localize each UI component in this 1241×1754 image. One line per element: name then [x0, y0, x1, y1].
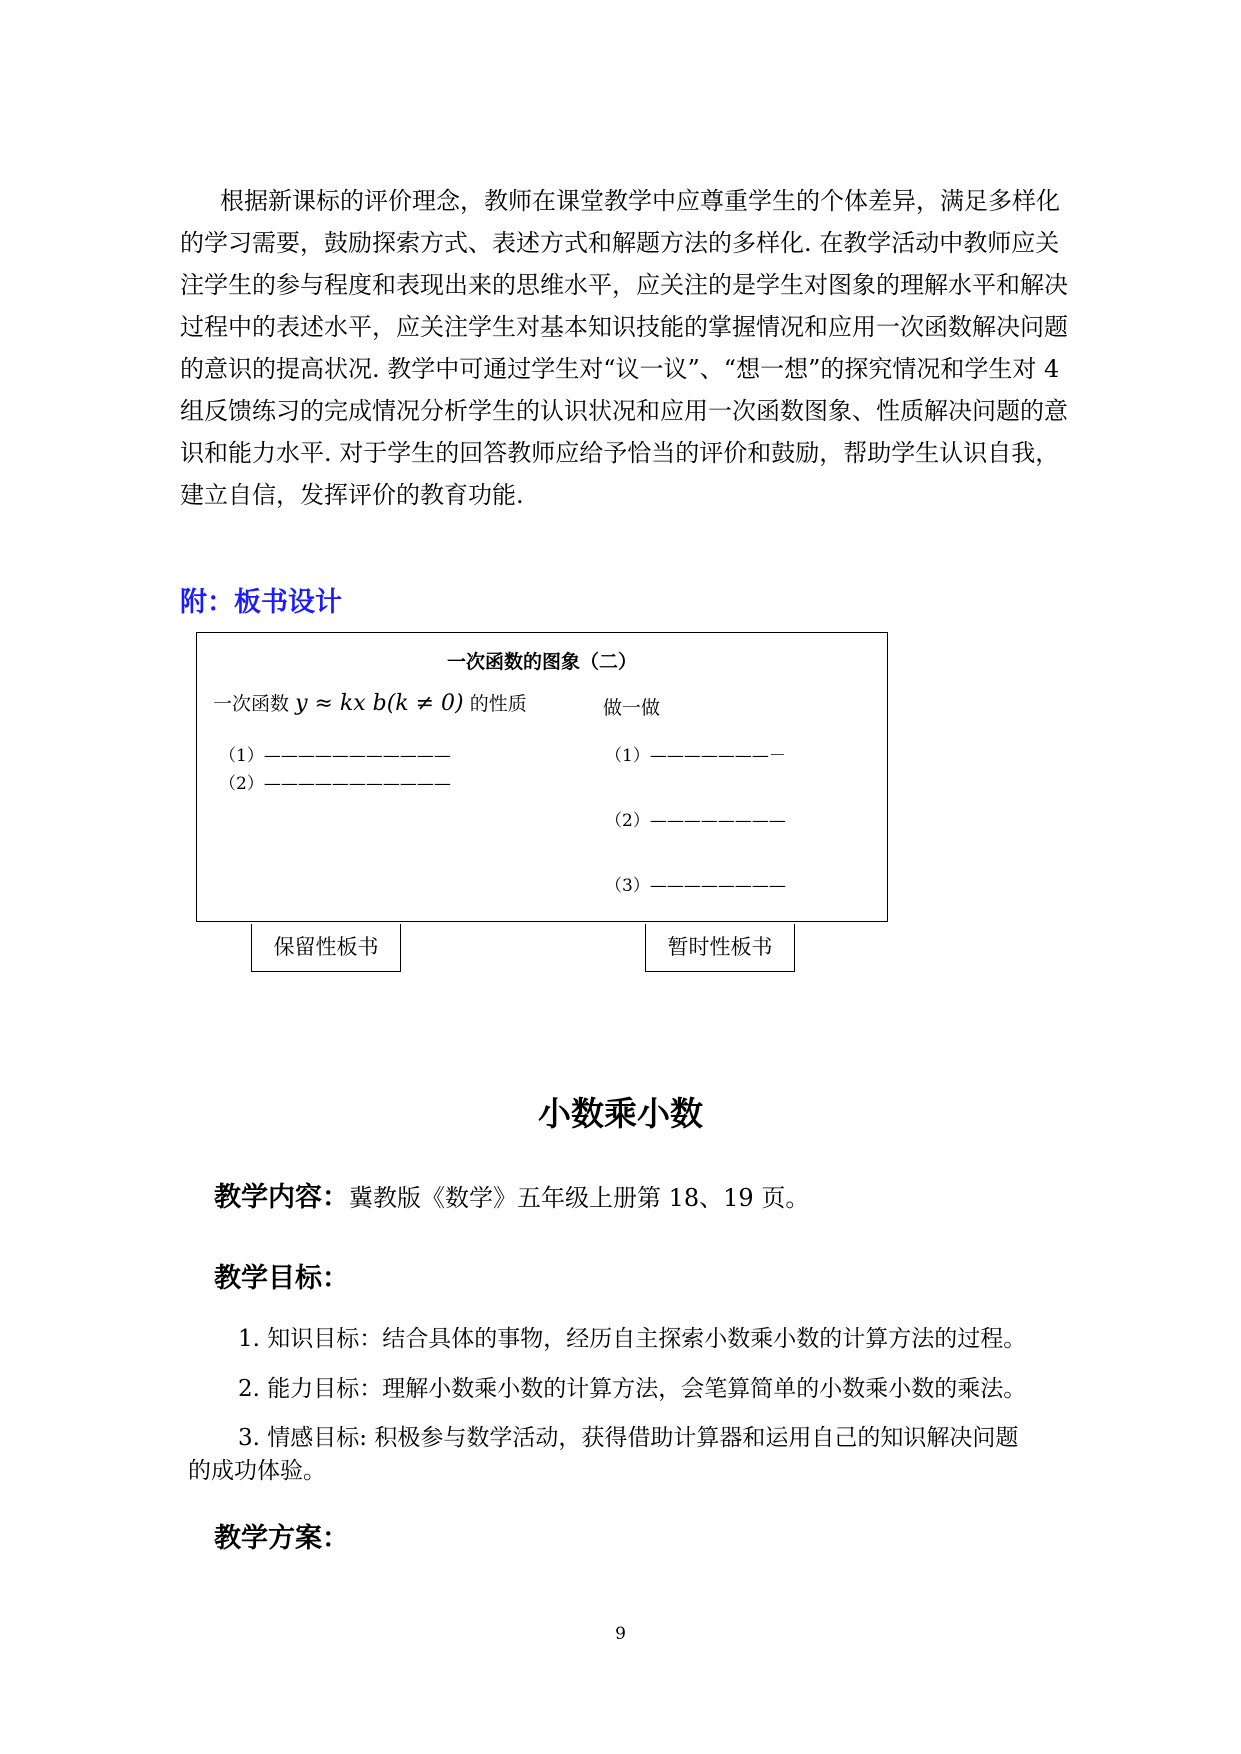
goal-item: 2. 能力目标：理解小数乘小数的计算方法，会笔算简单的小数乘小数的乘法。 [238, 1376, 1027, 1402]
blackboard-design-box [196, 632, 888, 922]
board-left-item: （2）——————————— [219, 774, 451, 794]
paragraph-line: 的学习需要，鼓励探索方式、表述方式和解题方法的多样化. 在教学活动中教师应关 [180, 229, 1060, 257]
evaluation-paragraph [180, 180, 1090, 516]
goals-heading: 教学目标： [214, 1263, 349, 1294]
paragraph-line: 建立自信，发挥评价的教育功能. [180, 481, 524, 509]
left-header-label: 一次函数 [213, 693, 290, 715]
content-text: 冀教版《数学》五年级上册第 18、19 页。 [349, 1184, 810, 1212]
board-right-item: （3）———————— [605, 876, 786, 896]
lesson-title: 小数乘小数 [538, 1094, 703, 1133]
goal-item: 3. 情感目标: 积极参与数学活动，获得借助计算器和运用自己的知识解决问题 [238, 1425, 1019, 1451]
paragraph-line: 过程中的表述水平，应关注学生对基本知识技能的掌握情况和应用一次函数解决问题 [180, 313, 1068, 341]
left-header-suffix: 的性质 [469, 693, 527, 715]
temporary-board-tag: 暂时性板书 [645, 924, 795, 972]
goal-item-continuation: 的成功体验。 [188, 1458, 326, 1484]
paragraph-line: 注学生的参与程度和表现出来的思维水平，应关注的是学生对图象的理解水平和解决 [180, 271, 1068, 299]
paragraph-line: 组反馈练习的完成情况分析学生的认识状况和应用一次函数图象、性质解决问题的意 [180, 397, 1068, 425]
paragraph-line: 识和能力水平. 对于学生的回答教师应给予恰当的评价和鼓励，帮助学生认识自我， [180, 439, 1060, 467]
plan-heading: 教学方案： [214, 1523, 349, 1554]
teaching-content [214, 1175, 809, 1214]
board-right-item: （1）———————－ [605, 746, 786, 766]
page-number: 9 [615, 1624, 626, 1644]
board-left-item: （1）——————————— [219, 746, 451, 766]
board-left-header [213, 689, 527, 716]
board-right-item: （2）———————— [605, 811, 786, 831]
paragraph-line: 根据新课标的评价理念，教师在课堂教学中应尊重学生的个体差异，满足多样化 [220, 187, 1060, 215]
content-label: 教学内容： [214, 1182, 349, 1213]
board-right-header: 做一做 [603, 697, 661, 719]
goal-item: 1. 知识目标：结合具体的事物，经历自主探索小数乘小数的计算方法的过程。 [238, 1326, 1027, 1352]
paragraph-line: 的意识的提高状况. 教学中可通过学生对“议一议”、“想一想”的探究情况和学生对 4 [180, 355, 1060, 383]
board-title: 一次函数的图象（二） [446, 651, 637, 673]
appendix-heading: 附：板书设计 [180, 587, 342, 618]
linear-function-formula: y ≈ kx b(k ≠ 0) [295, 691, 464, 716]
permanent-board-tag: 保留性板书 [251, 924, 401, 972]
